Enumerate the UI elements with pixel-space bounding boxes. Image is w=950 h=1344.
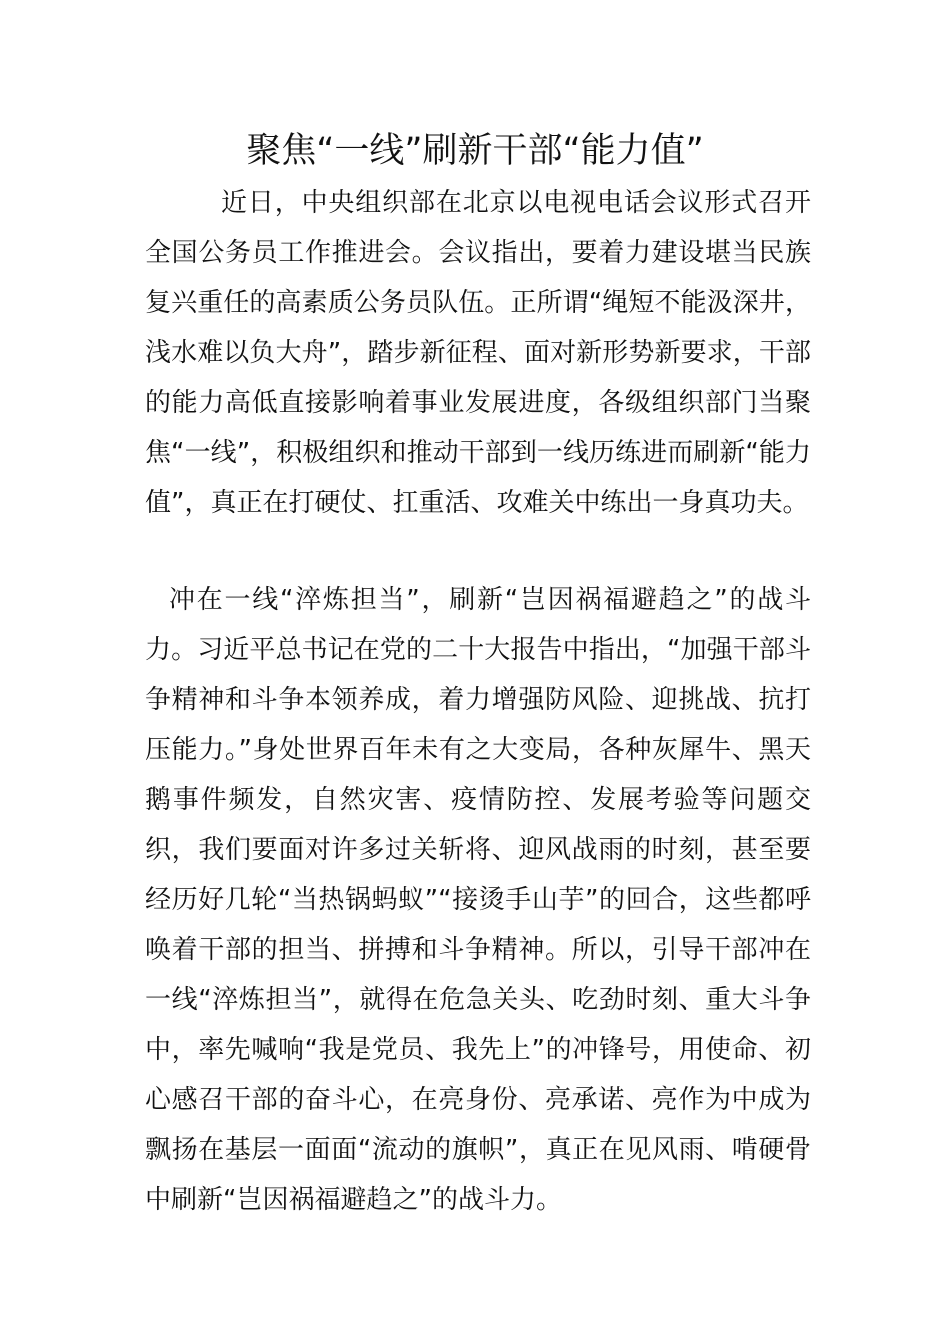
paragraph-intro: 近日，中央组织部在北京以电视电话会议形式召开全国公务员工作推进会。会议指出，要着力建设堪当民族复兴重任的高素质公务员队伍。正所谓“绳短不能汲深井，浅水难以负大舟”，踏步新征程、面对新形势新要求，干部的能力高低直接影响着事业发展进度，各级组织部门当聚焦“一线”，积极组织和推动干部到一线历练进而刷新“能力值”，真正在打硬仗、扛重活、攻难关中练出一身真功夫。 <box>145 188 811 518</box>
paragraph-frontline-responsibility: 冲在一线“淬炼担当”，刷新“岂因祸福避趋之”的战斗力。习近平总书记在党的二十大报告中指出，“加强干部斗争精神和斗争本领养成，着力增强防风险、迎挑战、抗打压能力。”身处世界百年未有之大变局，各种灰犀牛、黑天鹅事件频发，自然灾害、疫情防控、发展考验等问题交织，我们要面对许多过关斩将、迎风战雨的时刻，甚至要经历好几轮“当热锅蚂蚁”“接烫手山芋”的回合，这些都呼唤着干部的担当、拼搏和斗争精神。所以，引导干部冲在一线“淬炼担当”，就得在危急关头、吃劲时刻、重大斗争中，率先喊响“我是党员、我先上”的冲锋号，用使命、初心感召干部的奋斗心，在亮身份、亮承诺、亮作为中成为飘扬在基层一面面“流动的旗帜”，真正在见风雨、啃硬骨中刷新“岂因祸福避趋之”的战斗力。 <box>145 585 811 1215</box>
document-title: 聚焦“一线”刷新干部“能力值” <box>246 131 704 171</box>
